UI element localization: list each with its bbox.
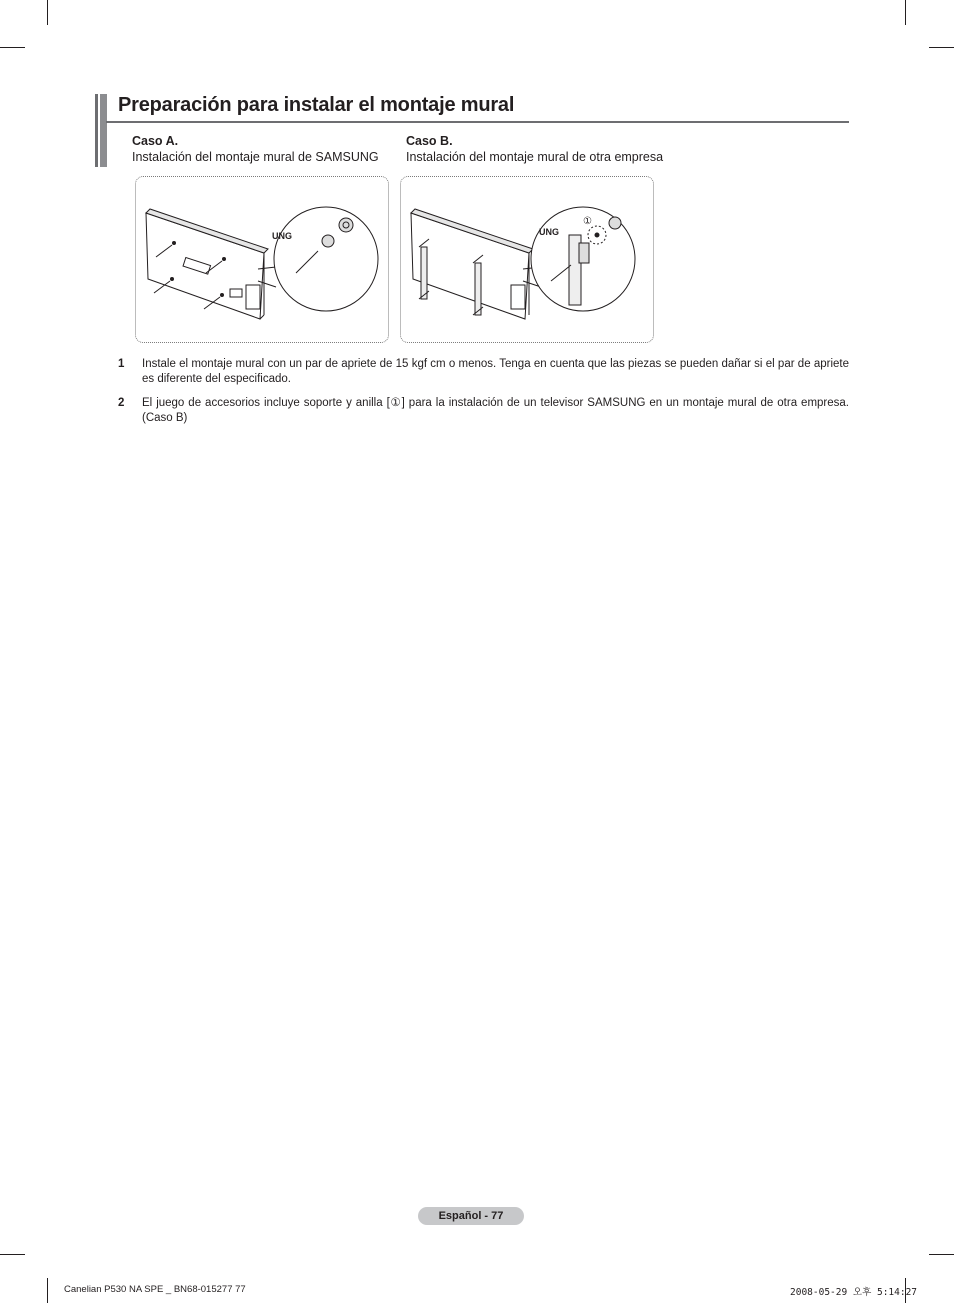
part-marker-label: ①: [583, 216, 592, 227]
figure-case-a: [135, 176, 389, 343]
print-timestamp: 2008-05-29 오후 5:14:27: [790, 1287, 918, 1298]
step-item: [118, 357, 849, 387]
case-b: [406, 133, 663, 165]
case-a-description: Instalación del montaje mural de SAMSUNG: [132, 150, 379, 164]
crop-mark: [0, 47, 25, 48]
step-text: El juego de accesorios incluye soporte y anilla [①] para la instalación de un televisor SAMSUNG en un montaje mural de otra empresa. (Caso B): [142, 397, 849, 424]
crop-mark: [0, 1254, 25, 1255]
crop-mark: [929, 1254, 954, 1255]
step-item: [118, 396, 849, 426]
step-number: 2: [118, 397, 125, 409]
crop-mark: [47, 0, 48, 25]
title-underline: [106, 121, 849, 123]
crop-mark: [929, 47, 954, 48]
case-b-label: Caso B.: [406, 134, 453, 148]
figure-case-b: [400, 176, 654, 343]
page-number-badge: Español - 77: [418, 1207, 524, 1225]
brand-fragment-text: UNG: [539, 227, 559, 237]
tv-wall-mount-illustration-b: [401, 177, 653, 342]
crop-mark: [47, 1278, 48, 1303]
step-text: Instale el montaje mural con un par de apriete de 15 kgf cm o menos. Tenga en cuenta que las piezas se pueden dañar si el par de apriete es diferente del especificado.: [142, 358, 849, 385]
step-number: 1: [118, 358, 125, 370]
tv-wall-mount-illustration-a: [136, 177, 388, 342]
crop-mark: [905, 0, 906, 25]
case-b-description: Instalación del montaje mural de otra empresa: [406, 150, 664, 164]
page-title: Preparación para instalar el montaje mural: [118, 94, 515, 116]
brand-fragment-text: UNG: [272, 231, 292, 241]
case-a: [132, 133, 379, 165]
section-marker-bar: [95, 94, 107, 167]
case-a-label: Caso A.: [132, 134, 179, 148]
print-doc-id: Canelian P530 NA SPE _ BN68-015277 77: [64, 1284, 246, 1295]
